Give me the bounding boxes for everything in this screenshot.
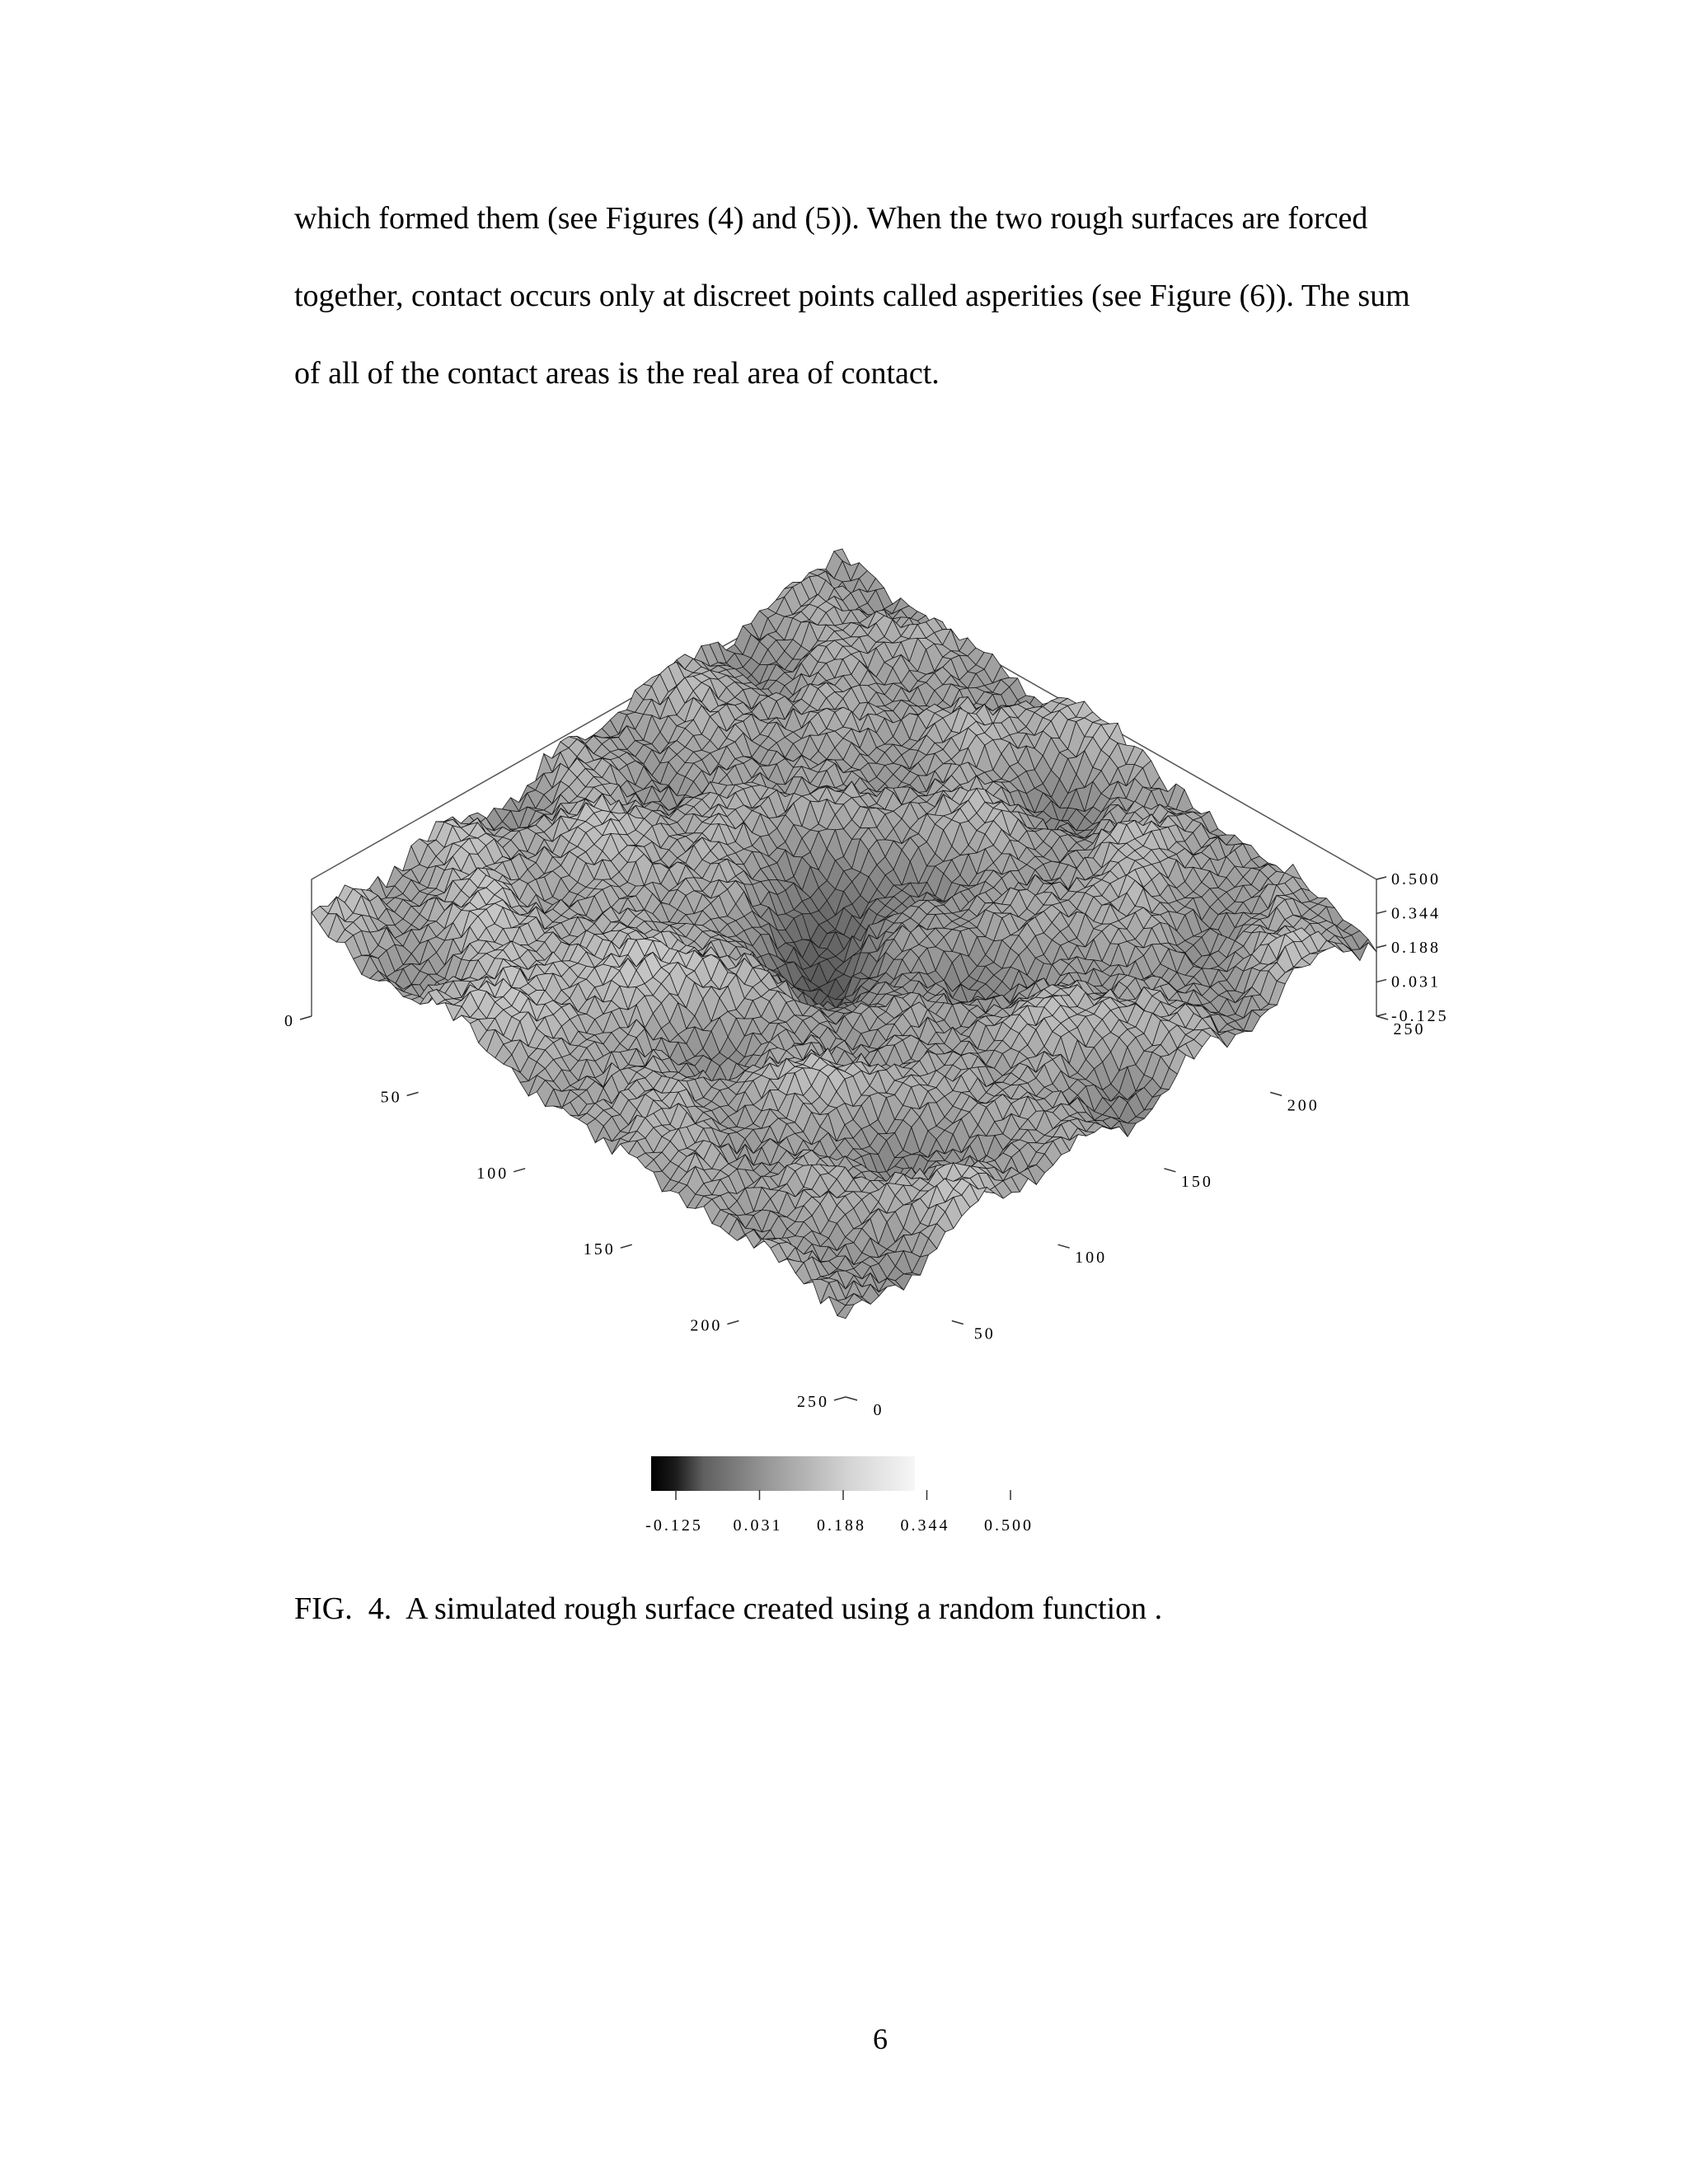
z-axis-tick-label: 0.344 [1391, 904, 1441, 923]
colorbar-tick-label: 0.344 [900, 1516, 950, 1535]
x-axis-tick [727, 1321, 738, 1324]
z-axis-tick-label: 0.188 [1391, 938, 1441, 957]
z-axis-tick [1376, 911, 1386, 913]
y-axis-tick [1164, 1169, 1175, 1172]
y-axis-tick-label: 50 [973, 1324, 996, 1343]
z-axis-tick-label: 0.500 [1391, 870, 1441, 888]
x-axis-tick [621, 1244, 632, 1248]
colorbar-tick-label: 0.188 [817, 1516, 866, 1535]
z-axis-tick-label: -0.125 [1391, 1007, 1449, 1025]
x-axis-tick [513, 1169, 525, 1172]
y-axis-tick-label: 100 [1075, 1249, 1108, 1268]
y-axis-tick-label: 150 [1180, 1172, 1213, 1191]
colorbar [651, 1456, 915, 1491]
x-axis-tick-label: 200 [690, 1316, 723, 1335]
y-axis-tick-label: 250 [1393, 1020, 1426, 1038]
y-axis-tick [1270, 1092, 1282, 1095]
body-text-line: of all of the contact areas is the real area of contact. [294, 356, 940, 391]
colorbar-tick-label: 0.031 [733, 1516, 783, 1535]
x-axis-tick [834, 1397, 846, 1400]
body-text-line: together, contact occurs only at discreet points called asperities (see Figure (6)). The sum [294, 279, 1410, 313]
y-axis-tick-label: 0 [873, 1401, 884, 1419]
z-axis-tick-label: 0.031 [1391, 972, 1441, 991]
x-axis-tick-label: 0 [284, 1012, 295, 1030]
x-axis-tick-label: 50 [380, 1088, 402, 1107]
y-axis-tick [1058, 1244, 1070, 1248]
y-axis-tick [846, 1397, 857, 1400]
rough-surface [312, 549, 1376, 1319]
y-axis-tick [1376, 1016, 1388, 1019]
z-axis-tick [1376, 877, 1386, 879]
x-axis-tick-label: 250 [797, 1393, 829, 1411]
x-axis-tick [300, 1016, 312, 1019]
colorbar-ticks [676, 1490, 1010, 1500]
figure-caption: FIG. 4. A simulated rough surface created using a random function . [294, 1591, 1163, 1626]
x-axis-tick-label: 100 [476, 1164, 509, 1183]
z-axis-tick [1376, 980, 1386, 982]
body-text-line: which formed them (see Figures (4) and (5)). When the two rough surfaces are forced [294, 201, 1368, 236]
y-axis-tick-label: 200 [1287, 1096, 1320, 1115]
page-number: 6 [873, 2022, 888, 2055]
colorbar-tick-label: 0.500 [984, 1516, 1034, 1535]
z-axis-tick [1376, 1014, 1386, 1016]
y-axis-tick [952, 1321, 964, 1324]
colorbar-tick-label: -0.125 [645, 1516, 703, 1535]
x-axis-tick-label: 150 [583, 1240, 616, 1259]
z-axis-tick [1376, 945, 1386, 948]
x-axis-tick [407, 1092, 419, 1095]
